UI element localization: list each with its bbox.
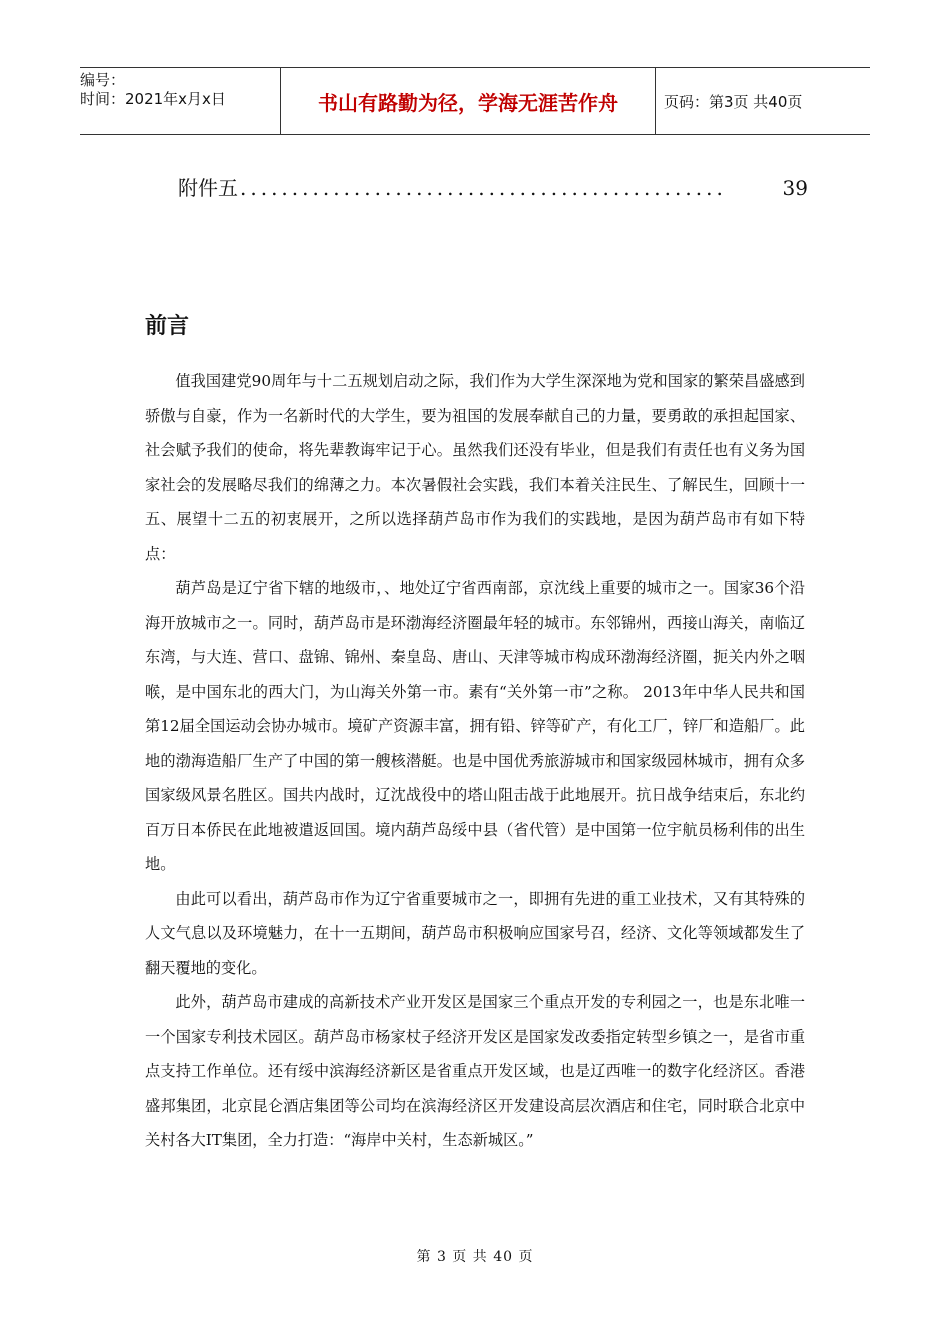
toc-entry-leader: ............................................... [240,176,727,200]
header-page-code: 页码：第3页 共40页 [664,92,803,111]
header-info-cell [80,68,280,134]
toc-entry [178,172,808,201]
paragraph: 由此可以看出，葫芦岛市作为辽宁省重要城市之一，即拥有先进的重工业技术，又有其特殊的人文气息以及环境魅力，在十一五期间，葫芦岛市积极响应国家号召，经济、文化等领域都发生了翻天覆地的变化。 [145,889,805,977]
paragraph: 值我国建党90周年与十二五规划启动之际，我们作为大学生深深地为党和国家的繁荣昌盛感到骄傲与自豪，作为一名新时代的大学生，要为祖国的发展奉献自己的力量，要勇敢的承担起国家、社会赋予我们的使命，将先辈教诲牢记于心。虽然我们还没有毕业，但是我们有责任也有义务为国家社会的发展略尽我们的绵薄之力。本次暑假社会实践，我们本着关注民生、了解民生，回顾十一五、展望十二五的初衷展开，之所以选择葫芦岛市作为我们的实践地，是因为葫芦岛市有如下特点： [145,372,805,563]
page-header [80,67,870,135]
section-title: 前言 [145,314,190,339]
body-text [145,364,805,1158]
paragraph: 此外，葫芦岛市建成的高新技术产业开发区是国家三个重点开发的专利园之一，也是东北唯一一个国家专利技术园区。葫芦岛市杨家杖子经济开发区是国家发改委指定转型乡镇之一，是省市重点支持工作单位。还有绥中滨海经济新区是省重点开发区域，也是辽西唯一的数字化经济区。香港盛邦集团，北京昆仑酒店集团等公司均在滨海经济区开发建设高层次酒店和住宅，同时联合北京中关村各大IT集团，全力打造：“海岸中关村，生态新城区。” [145,993,805,1149]
page-footer: 第 3 页 共 40 页 [416,1249,534,1265]
toc-entry-page: 39 [782,176,808,200]
header-motto: 书山有路勤为径，学海无涯苦作舟 [280,68,656,134]
document-date: 时间：2021年x月x日 [80,90,226,108]
document-number-label: 编号： [80,71,126,89]
toc-entry-label: 附件五 [178,176,238,200]
paragraph: 葫芦岛是辽宁省下辖的地级市，、地处辽宁省西南部，京沈线上重要的城市之一。国家36个沿海开放城市之一。同时，葫芦岛市是环渤海经济圈最年轻的城市。东邻锦州，西接山海关，南临辽东湾，与大连、营口、盘锦、锦州、秦皇岛、唐山、天津等城市构成环渤海经济圈，扼关内外之咽喉，是中国东北的西大门，为山海关外第一市。素有“关外第一市”之称。 2013年中华人民共和国第12届全国运动会协办城市。境矿产资源丰富，拥有铅、锌等矿产，有化工厂，锌厂和造船厂。此地的渤海造船厂生产了中国的第一艘核潜艇。也是中国优秀旅游城市和国家级园林城市，拥有众多国家级风景名胜区。国共内战时，辽沈战役中的塔山阻击战于此地展开。抗日战争结束后，东北约百万日本侨民在此地被遣返回国。境内葫芦岛绥中县（省代管）是中国第一位宇航员杨利伟的出生地。 [145,579,805,873]
